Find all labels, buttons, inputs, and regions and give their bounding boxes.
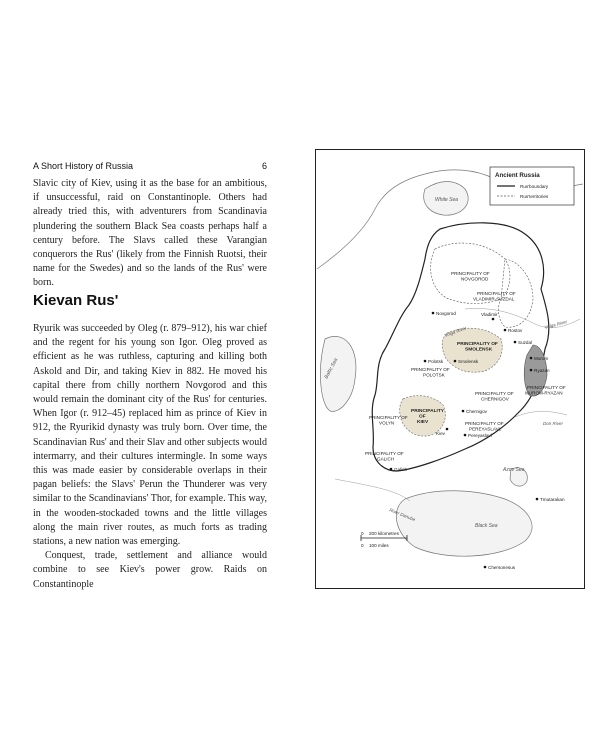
paragraph-1: Slavic city of Kiev, using it as the base for an ambitious, if unsuccessful, raid on Constantinople. Others had already tried this, with adventurers from Scandinavia plundering the southern Black Sea coasts perhaps half a century before. The Slavs called these Varangian conquerors the Rus' (likely from the Finnish Ruotsi, their name for the Swedes) and so the lands of the Rus' were born. (33, 178, 267, 289)
city-pereyaslavl-dot (464, 434, 467, 437)
city-novgorod-label: Novgorod (436, 311, 456, 316)
body-text-main (33, 322, 267, 592)
city-rostov-label: Rostov (508, 328, 523, 333)
city-suzdal-dot (514, 341, 517, 344)
city-galich-label: Galich (394, 467, 408, 472)
principality-label-novgorod: PRINCIPALITY OF NOVGOROD (451, 271, 490, 282)
city-novgorod-dot (432, 312, 435, 315)
map-ancient-russia (315, 149, 585, 589)
river-label-don: Don River (543, 421, 564, 426)
river-label-danube: River Danube (388, 507, 417, 523)
scale-zero-mi: 0 (361, 543, 364, 548)
principality-label-pereyaslavl: PRINCIPALITY OF PEREYASLAVL (465, 421, 504, 432)
legend-territory-label: Rus'territories (520, 194, 549, 199)
principality-label-galich: PRINCIPALITY OF GALICH (365, 451, 404, 462)
river-label-volga-upper: Volga River (543, 319, 568, 330)
principality-label-polotsk: PRINCIPALITY OF POLOTSK (411, 367, 450, 378)
principality-label-kiev: PRINCIPALITY OF KIEV (411, 409, 444, 425)
river-label-volga: Volga River (443, 325, 468, 338)
principality-label-chernigov: PRINCIPALITY OF CHERNIGOV (475, 391, 514, 402)
legend-title: Ancient Russia (495, 172, 540, 179)
city-kiev-dot (446, 428, 449, 431)
body-text-intro (33, 177, 267, 291)
paragraph-3: Conquest, trade, settlement and alliance would combine to see Kiev's power grow. Raids on Constantinople (33, 550, 267, 590)
city-vladimir-dot (492, 318, 495, 321)
city-pereyaslavl (464, 433, 492, 438)
city-chernigov-label: Chernigov (466, 409, 487, 414)
city-murom-label: Murom (534, 356, 549, 361)
city-galich-dot (390, 468, 393, 471)
sea-label-white: White Sea (435, 197, 459, 203)
principality-label-smolensk: PRINCIPALITY OF SMOLENSK (457, 342, 498, 353)
city-chernigov-dot (462, 410, 465, 413)
sea-label-baltic: Baltic Sea (323, 357, 340, 380)
scale-zero-km: 0 (361, 531, 364, 536)
paragraph-2: Ryurik was succeeded by Oleg (r. 879–912), his war chief and the regent for his young son Igor. Oleg proved as efficient as he was ruthless, capturing and killing both Askold and Dir, and taking Kiev in 882. He moved his capital there from chilly northern Novgorod and this would remain the dominant city of the Rus' for centuries. When Igor (r. 912–45) replaced him as prince of Kiev in 912, the Ryurikid dynasty was truly born. Over time, the Scandinavian Rus' and their Slav and other subjects would intermarry, and their cultures intermingle. In some ways this was made easier by considerable overlaps in their pagan beliefs: the Slavs' Perun the Thunderer was very similar to the Scandinavians' Thor, for example. This way, in the wooden-stockaded towns and the little villages along the main river routes, as much forts as trading stations, a new nation was emerging. (33, 323, 267, 548)
map-legend (490, 167, 574, 205)
principality-label-volyn: PRINCIPALITY OF VOLYN (369, 415, 408, 426)
city-vladimir-label: Vladimir (481, 312, 498, 317)
city-murom-dot (530, 357, 533, 360)
city-ryazan-label: Ryazan (534, 368, 550, 373)
scale-miles-label: 100 miles (369, 543, 389, 548)
city-rostov-dot (504, 329, 507, 332)
city-polotsk-dot (424, 360, 427, 363)
city-tmutarakan-dot (536, 498, 539, 501)
book-title: A Short History of Russia (33, 161, 134, 171)
section-heading: Kievan Rus' (33, 292, 119, 309)
city-kiev-label: Kiev (436, 431, 445, 436)
city-novgorod (432, 311, 457, 316)
sea-label-azov: Azov Sea (503, 467, 525, 473)
city-pereyaslavl-label: Pereyaslavl (468, 433, 492, 438)
city-chersonesus-dot (484, 566, 487, 569)
page-number: 6 (261, 161, 267, 171)
city-ryazan-dot (530, 369, 533, 372)
sea-label-black: Black Sea (475, 523, 498, 529)
city-suzdal-label: Suzdal (518, 340, 533, 345)
city-chersonesus (484, 565, 516, 570)
city-polotsk-label: Polotsk (428, 359, 444, 364)
city-tmutarakan-label: Tmutarakan (540, 497, 565, 502)
legend-boundary-label: Rus'boundary (520, 184, 549, 189)
map-svg (315, 149, 585, 589)
city-tmutarakan (536, 497, 565, 502)
city-chersonesus-label: Chersonesus (488, 565, 516, 570)
principality-label-murom-ryazan: PRINCIPALITY OF MUROM-RYAZAN (525, 385, 566, 396)
city-smolensk-label: Smolensk (458, 359, 479, 364)
city-chernigov (462, 409, 488, 414)
city-smolensk (454, 359, 479, 364)
principality-label-vladimir-suzdal: PRINCIPALITY OF VLADIMIR-SUZDAL (473, 291, 516, 302)
scale-km-label: 200 kilometres (369, 531, 399, 536)
city-smolensk-dot (454, 360, 457, 363)
